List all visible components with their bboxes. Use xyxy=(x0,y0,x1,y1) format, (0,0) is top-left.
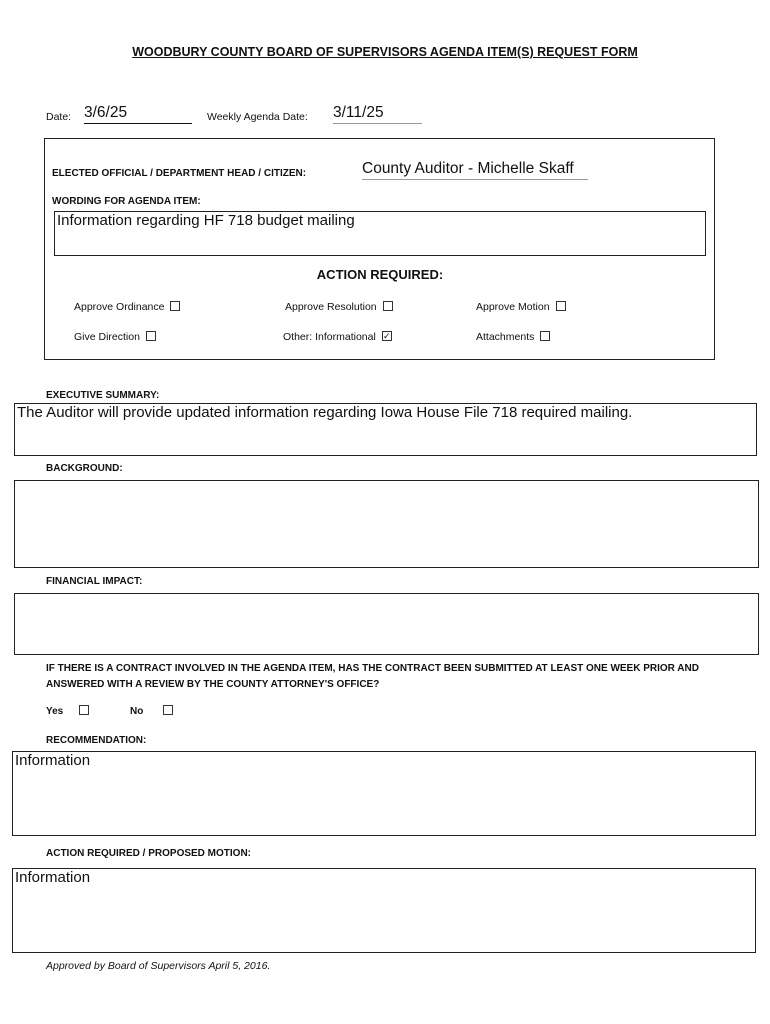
proposed-motion-label: ACTION REQUIRED / PROPOSED MOTION: xyxy=(46,848,252,859)
recommendation-label: RECOMMENDATION: xyxy=(46,735,147,746)
option-other[interactable] xyxy=(283,331,392,343)
checkbox-icon[interactable] xyxy=(540,331,550,341)
financial-impact-label: FINANCIAL IMPACT: xyxy=(46,576,143,587)
approval-footer: Approved by Board of Supervisors April 5, 2016. xyxy=(46,960,271,972)
checkbox-icon[interactable] xyxy=(79,705,89,715)
contract-yes-option[interactable] xyxy=(46,706,89,717)
form-title: WOODBURY COUNTY BOARD OF SUPERVISORS AGENDA ITEM(S) REQUEST FORM xyxy=(132,45,638,59)
action-required-title: ACTION REQUIRED: xyxy=(316,267,444,282)
option-approve-ordinance[interactable] xyxy=(74,301,180,313)
background-field[interactable] xyxy=(14,480,759,568)
background-label: BACKGROUND: xyxy=(46,463,123,474)
proposed-motion-field[interactable]: Information xyxy=(12,868,756,953)
checkbox-icon[interactable] xyxy=(170,301,180,311)
date-label: Date: xyxy=(46,111,72,123)
option-give-direction-label: Give Direction xyxy=(74,331,140,343)
checkbox-icon[interactable] xyxy=(383,301,393,311)
checkbox-icon[interactable] xyxy=(146,331,156,341)
wording-label: WORDING FOR AGENDA ITEM: xyxy=(52,196,201,207)
option-approve-resolution-label: Approve Resolution xyxy=(285,301,377,313)
official-field[interactable]: County Auditor - Michelle Skaff xyxy=(362,160,588,180)
option-attachments-label: Attachments xyxy=(476,331,535,343)
option-attachments[interactable] xyxy=(476,331,550,343)
option-approve-ordinance-label: Approve Ordinance xyxy=(74,301,165,313)
weekly-agenda-date-label: Weekly Agenda Date: xyxy=(207,111,308,123)
official-label: ELECTED OFFICIAL / DEPARTMENT HEAD / CITIZEN: xyxy=(52,168,307,179)
option-approve-motion-label: Approve Motion xyxy=(476,301,550,313)
yes-label: Yes xyxy=(46,706,64,717)
executive-summary-label: EXECUTIVE SUMMARY: xyxy=(46,390,160,401)
contract-no-option[interactable] xyxy=(130,706,173,717)
option-approve-resolution[interactable] xyxy=(285,301,393,313)
executive-summary-field[interactable]: The Auditor will provide updated information regarding Iowa House File 718 required mailing. xyxy=(14,403,757,456)
checkbox-checked-icon[interactable]: ✓ xyxy=(383,331,391,342)
date-field[interactable]: 3/6/25 xyxy=(84,104,192,124)
no-label: No xyxy=(130,706,144,717)
contract-question: IF THERE IS A CONTRACT INVOLVED IN THE AGENDA ITEM, HAS THE CONTRACT BEEN SUBMITTED AT LEAST ONE WEEK PRIOR AND ANSWERED WITH A REVIEW BY THE COUNTY ATTORNEY'S OFFICE? xyxy=(46,663,699,690)
checkbox-icon[interactable] xyxy=(163,705,173,715)
wording-field[interactable]: Information regarding HF 718 budget mailing xyxy=(54,211,706,256)
option-other-label: Other: Informational xyxy=(283,331,376,343)
weekly-agenda-date-field[interactable]: 3/11/25 xyxy=(333,104,422,124)
financial-impact-field[interactable] xyxy=(14,593,759,655)
checkbox-icon[interactable] xyxy=(556,301,566,311)
recommendation-field[interactable]: Information xyxy=(12,751,756,836)
option-give-direction[interactable] xyxy=(74,331,156,343)
option-approve-motion[interactable] xyxy=(476,301,566,313)
